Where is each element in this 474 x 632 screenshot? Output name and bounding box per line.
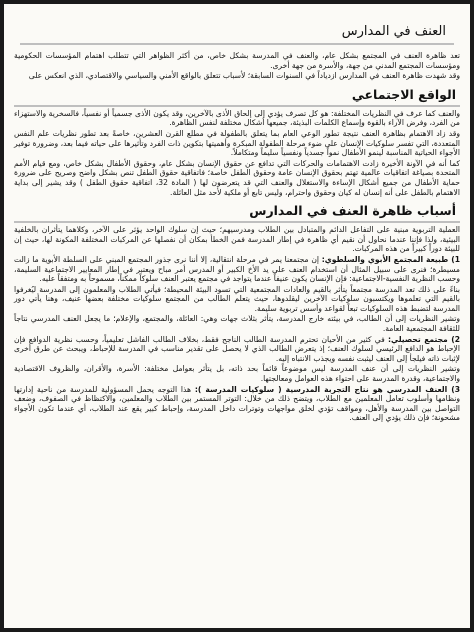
document-page (4, 4, 470, 628)
document-body (4, 22, 470, 423)
intro-paragraph-1: تعد ظاهرة العنف في المجتمع بشكل عام، والعنف في المدرسة بشكل خاص، من أكثر الظواهر التي تتطلب اهتمام المؤسسات الحكومية ومؤسسات المجتمع المدني من جهة، والأسرة من جهة أخرى. (14, 51, 460, 70)
section2-paragraph-2 (14, 255, 460, 284)
section2-paragraph-3-text: بناءً على ذلك تعد المدرسة مجتمعاً يتأثر بالقيم والعادات المجتمعية التي تسود البيئة المحيطة؛ فيأتي الطلاب والمعلمون إلى المدرسة ليُغرفوا بالقيم التي تعلموها ويكتسبون سلوكيات الآخرين ليقلدوها، حيث يتعلم الطالب من المجتمع سلوكيات مختلفة بعضها عنيف، وهنا يأتي دور المدرسة لتضبط هذه السلوكيات تبعاً لقواعد وأسس تربوية سليمة. (14, 284, 460, 313)
section2-paragraph-1-text: العملية التربوية مبنية على التفاعل الدائم والمتبادل بين الطلاب ومدرسيهم؛ حيث إن سلوك الواحد يؤثر على الآخر، وكلاهما يتأثران بالخلفية البيئية، ولذا فإننا عندما نحاول أن نقيم أي ظاهرة في إطار المدرسة فمن الخطأ بمكان أن نفصلها عن المركبات المختلفة المكونة لها، حيث إن للبيئة دوراً كبيراً من هذه المركبات. (14, 225, 460, 254)
section2-paragraph-3 (14, 285, 460, 314)
section2-paragraph-2-lead: 1) طبيعة المجتمع الأبوي والسلطوي: (321, 254, 460, 264)
section1-paragraph-2: وقد زاد الاهتمام بظاهرة العنف نتيجة تطور الوعي العام بما يتعلق بالطفولة في مطلع القرن العشرين، خاصةً بعد تطور نظريات علم النفس المتعددة، التي تفسر سلوكيات الإنسان على ضوء مرحلة الطفولة المبكرة وأهميتها بتكوين ذات الفرد وتأثيرها على حياته فيما بعد، وضرورة توفير الأجواء الحياتية المناسبة لينمو الأطفال نمواً جسدياً ونفسياً سليماً ومتكاملاً. (14, 128, 460, 158)
section2-paragraph-2-text: إن مجتمعنا يمر في مرحلة انتقالية، إلا أننا نرى جذور المجتمع المبني على السلطة الأبوية ما زالت مسيطرة؛ فنرى على سبيل المثال أن استخدام العنف على يد الأخ الكبير أو المدرس أمر مباح ويعتبر في إطار المعايير الاجتماعية السليمة، وحسب النظرية النفسية-الاجتماعية: فإن الإنسان يكون عنيفاً عندما يتواجد في مجتمع يعتبر العنف سلوكاً ممكناً، مسموحاً به ومتفقاً عليه. (14, 254, 460, 284)
section2-paragraph-7-lead: 3) العنف المدرسي هو نتاج التجربة المدرسية ( سلوكيات المدرسة ): (194, 384, 460, 394)
section2-paragraph-1 (14, 225, 460, 254)
section2-paragraph-6-text: وتشير النظريات إلى أن عنف المدرسة ليس موضوعاً قائماً بحد ذاته، بل يتأثر بعوامل مختلفة: الأسرة، والأقران، والظروف الاقتصادية والاجتماعية، وقدرة المدرسة على احتواء هذه العوامل ومعالجتها. (14, 364, 460, 384)
section2-paragraph-6 (14, 364, 460, 383)
section1-paragraph-1: والعنف كما عرف في النظريات المختلفة: هو كل تصرف يؤدي إلى إلحاق الأذى بالآخرين، وقد يكون الأذى جسمياً أو نفسياً، فالسخرية والاستهزاء من الفرد، وفرض الآراء بالقوة وإسماع الكلمات البذيئة، جميعها أشكال مختلفة لنفس الظاهرة. (14, 108, 460, 128)
section2-paragraph-4-text: وتشير النظريات إلى أن الطالب، في بيئته خارج المدرسة، يتأثر بثلاث جهات وهي: العائلة، والمجتمع، والإعلام؛ ما يجعل العنف المدرسي نتاجاً للثقافة المجتمعية العامة. (14, 314, 460, 334)
section-heading-causes: أسباب ظاهرة العنف في المدارس (14, 201, 460, 223)
page-title: العنف في المدارس (20, 22, 454, 45)
section2-paragraph-5-lead: 2) مجتمع تحصيلي: (387, 334, 460, 344)
section2-paragraph-7 (14, 385, 460, 423)
section2-paragraph-5 (14, 335, 460, 364)
section1-paragraph-3: كما أنه في الآونة الأخيرة زادت الاهتمامات والحركات التي تدافع عن حقوق الإنسان بشكل عام، وحقوق الأطفال بشكل خاص، ومع قيام الأمم المتحدة بصياغة اتفاقيات عالمية تهتم بحقوق الإنسان عامة وحقوق الطفل خاصة؛ فاتفاقية حقوق الطفل تنص بشكل واضح وصريح على ضرورة حماية الأطفال من جميع أشكال الإساءة والاستغلال والعنف التي قد يتعرضون لها ( المادة 32، اتفاقية حقوق الطفل ) وقد يشير إلى بداية الاهتمام بالطفل على أنه إنسان له كيان وحقوق واحترام، وليس تابع أو ملكية لأحد مثل العائلة. (14, 158, 460, 197)
section2-paragraph-4 (14, 314, 460, 333)
section-heading-social-reality: الواقع الاجتماعي (14, 85, 460, 107)
section2-paragraph-7-text: هذا التوجه يحمل المسؤولية للمدرسة من ناحية إدارتها ونظامها وأسلوب تعامل المعلمين مع الطلاب، ويتضح ذلك من خلال: التوتر المستمر بين الطلاب والمعلمين، والاكتظاظ في الصفوف، وضعف التواصل بين المدرسة والأهل، ومواقف تؤدي لخلق مواجهات وتوترات داخل المدرسة، وإحباط كبير يقع عند الطلاب، أي عندما تكون الأجواء مشحونة؛ فإن ذلك يؤدي إلى العنف. (14, 384, 460, 423)
intro-paragraph-2: وقد شهدت ظاهرة العنف في المدارس ازدياداً في السنوات السابقة؛ لأسباب تتعلق بالواقع الأمني والسياسي والاقتصادي، الذي انعكس على (28, 71, 460, 81)
section2-paragraph-5-text: في كثير من الأحيان تحترم المدرسة الطالب الناجح فقط، بخلاف الطالب الفاشل تعليمياً، وحسب نظرية الدوافع فإن الإحباط هو الدافع الرئيسي لسلوك العنف؛ إذ يتعرض الطالب الذي لا يحصل على تقدير مناسب في المدرسة للإحباط، ويبحث عن طرق أخرى لإثبات ذاته فيلجأ إلى العنف ليثبت نفسه ويجذب الانتباه إليه. (14, 334, 460, 363)
